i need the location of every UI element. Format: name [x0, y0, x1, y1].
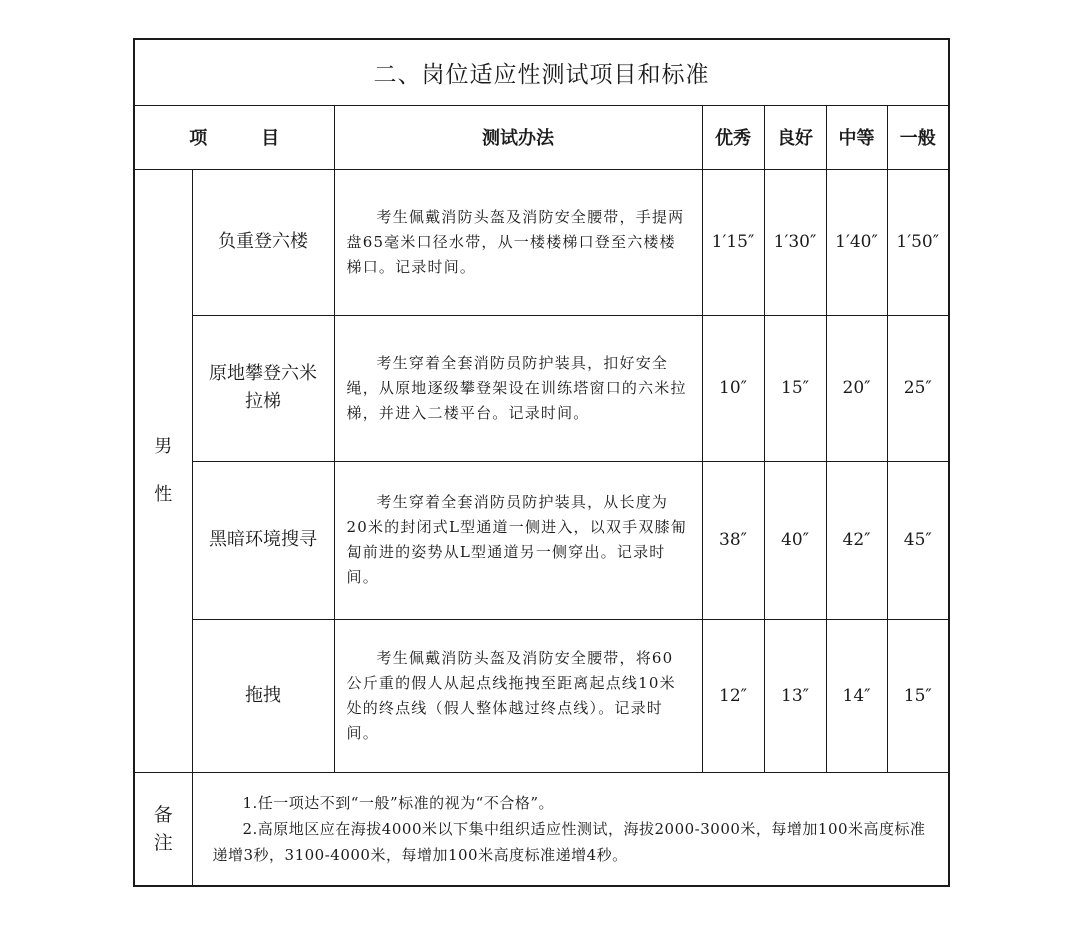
score-pass: 1′50″: [887, 169, 949, 315]
score-excellent: 38″: [702, 461, 764, 619]
score-medium: 20″: [826, 315, 887, 461]
score-good: 15″: [764, 315, 826, 461]
table-row: [134, 461, 949, 619]
remarks-label-char: 注: [153, 831, 173, 854]
header-grade-good: 良好: [764, 105, 826, 169]
score-good: 1′30″: [764, 169, 826, 315]
method-text: 考生佩戴消防头盔及消防安全腰带，手提两盘65毫米口径水带，从一楼楼梯口登至六楼楼梯口。记录时间。: [334, 169, 702, 315]
score-excellent: 1′15″: [702, 169, 764, 315]
header-grade-excellent: 优秀: [702, 105, 764, 169]
score-pass: 15″: [887, 619, 949, 772]
remark-line: 1.任一项达不到“一般”标准的视为“不合格”。: [242, 793, 554, 812]
gender-char: 男: [154, 435, 173, 457]
score-medium: 1′40″: [826, 169, 887, 315]
table-row: [134, 169, 949, 315]
gender-cell: [134, 169, 192, 772]
standards-table: [133, 38, 950, 887]
table-row: [134, 315, 949, 461]
score-good: 40″: [764, 461, 826, 619]
remarks-body: [192, 772, 949, 886]
item-name: 原地攀登六米拉梯: [192, 315, 334, 461]
header-method: 测试办法: [334, 105, 702, 169]
score-excellent: 10″: [702, 315, 764, 461]
score-medium: 42″: [826, 461, 887, 619]
remark-line: 2.高原地区应在海拔4000米以下集中组织适应性测试，海拔2000-3000米，每增加100米高度标准递增3秒，3100-4000米，每增加100米高度标准递增4秒。: [212, 819, 926, 864]
remarks-row: [134, 772, 949, 886]
item-name: 黑暗环境搜寻: [192, 461, 334, 619]
method-text: 考生穿着全套消防员防护装具，从长度为20米的封闭式L型通道一侧进入，以双手双膝匍匐前进的姿势从L型通道另一侧穿出。记录时间。: [334, 461, 702, 619]
gender-char: 性: [154, 483, 173, 505]
score-good: 13″: [764, 619, 826, 772]
remarks-label: [134, 772, 192, 886]
table-title: 二、岗位适应性测试项目和标准: [134, 39, 949, 105]
method-text: 考生穿着全套消防员防护装具，扣好安全绳，从原地逐级攀登架设在训练塔窗口的六米拉梯，并进入二楼平台。记录时间。: [334, 315, 702, 461]
score-excellent: 12″: [702, 619, 764, 772]
table-row: [134, 619, 949, 772]
header-grade-medium: 中等: [826, 105, 887, 169]
header-item: 项 目: [134, 105, 334, 169]
remarks-label-char: 备: [153, 803, 173, 826]
title-row: [134, 39, 949, 105]
header-row: [134, 105, 949, 169]
item-name: 拖拽: [192, 619, 334, 772]
score-pass: 45″: [887, 461, 949, 619]
method-text: 考生佩戴消防头盔及消防安全腰带，将60公斤重的假人从起点线拖拽至距离起点线10米处的终点线（假人整体越过终点线）。记录时间。: [334, 619, 702, 772]
header-grade-pass: 一般: [887, 105, 949, 169]
score-pass: 25″: [887, 315, 949, 461]
item-name: 负重登六楼: [192, 169, 334, 315]
score-medium: 14″: [826, 619, 887, 772]
